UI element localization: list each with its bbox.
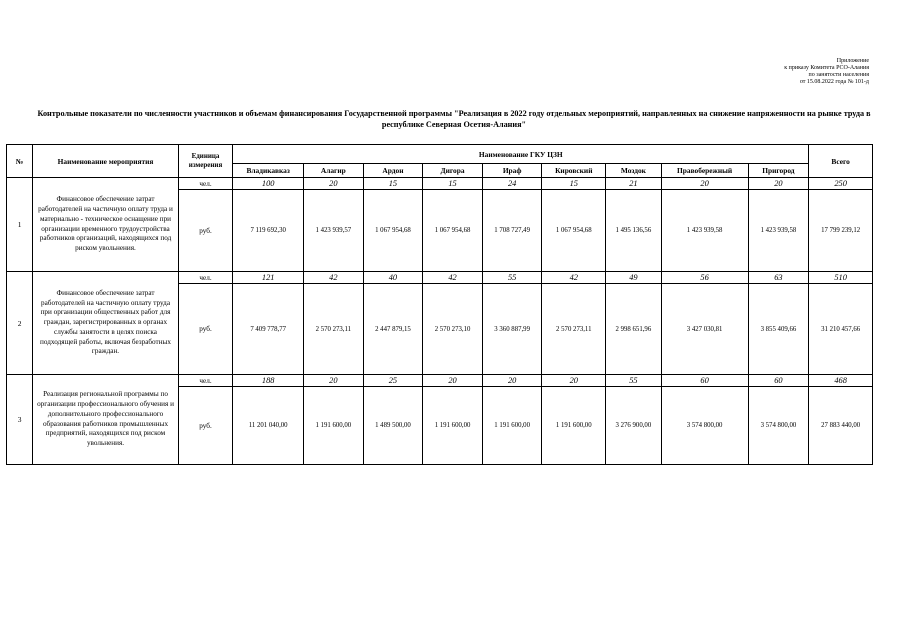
count-total-cell: 250 xyxy=(809,178,873,190)
row-number: 3 xyxy=(7,375,33,465)
count-cell: 20 xyxy=(423,375,483,387)
money-cell: 1 191 600,00 xyxy=(304,387,364,465)
header-num: № xyxy=(7,145,33,178)
header-city: Дигора xyxy=(423,164,483,178)
count-cell: 25 xyxy=(363,375,423,387)
money-cell: 1 708 727,49 xyxy=(482,190,542,272)
money-cell: 1 191 600,00 xyxy=(482,387,542,465)
count-total-cell: 510 xyxy=(809,272,873,284)
money-cell: 1 191 600,00 xyxy=(423,387,483,465)
appendix-line: по занятости населения xyxy=(808,72,869,78)
money-cell: 3 574 800,00 xyxy=(748,387,809,465)
count-cell: 20 xyxy=(661,178,748,190)
count-cell: 188 xyxy=(233,375,304,387)
appendix-block xyxy=(689,58,869,86)
count-total-cell: 468 xyxy=(809,375,873,387)
money-cell: 2 998 651,96 xyxy=(606,284,662,375)
document-title: Контрольные показатели по численности участников и объемам финансирования Государственной программы "Реализация в 2022 году отдельных мероприятий, направленных на снижение напряженности на рынке труда в республике Северная Осетия-Алания" xyxy=(37,109,871,129)
money-cell: 2 570 273,10 xyxy=(423,284,483,375)
money-cell: 7 409 778,77 xyxy=(233,284,304,375)
count-cell: 20 xyxy=(482,375,542,387)
count-cell: 40 xyxy=(363,272,423,284)
header-total: Всего xyxy=(809,145,873,178)
money-cell: 1 423 939,58 xyxy=(748,190,809,272)
count-cell: 15 xyxy=(423,178,483,190)
count-cell: 20 xyxy=(304,178,364,190)
money-total-cell: 31 210 457,66 xyxy=(809,284,873,375)
money-cell: 1 067 954,68 xyxy=(542,190,606,272)
count-cell: 20 xyxy=(542,375,606,387)
count-cell: 15 xyxy=(542,178,606,190)
table-row xyxy=(7,178,873,190)
header-city: Ираф xyxy=(482,164,542,178)
money-cell: 1 191 600,00 xyxy=(542,387,606,465)
money-cell: 3 855 409,66 xyxy=(748,284,809,375)
count-cell: 21 xyxy=(606,178,662,190)
unit-count: чел. xyxy=(178,375,233,387)
header-city: Ардон xyxy=(363,164,423,178)
count-cell: 55 xyxy=(482,272,542,284)
money-cell: 3 276 900,00 xyxy=(606,387,662,465)
header-city: Владикавказ xyxy=(233,164,304,178)
count-cell: 49 xyxy=(606,272,662,284)
money-cell: 2 570 273,11 xyxy=(542,284,606,375)
row-description: Финансовое обеспечение затрат работодателей на частичную оплату труда при организации общественных работ для граждан, зарегистрированных в органах службы занятости в целях поиска подходящей работы, включая безработных граждан. xyxy=(33,272,178,375)
header-city: Кировский xyxy=(542,164,606,178)
header-unit: Единица измерения xyxy=(178,145,233,178)
count-cell: 56 xyxy=(661,272,748,284)
row-number: 1 xyxy=(7,178,33,272)
count-cell: 24 xyxy=(482,178,542,190)
money-total-cell: 17 799 239,12 xyxy=(809,190,873,272)
money-cell: 7 119 692,30 xyxy=(233,190,304,272)
unit-count: чел. xyxy=(178,178,233,190)
table-row xyxy=(7,272,873,284)
count-cell: 60 xyxy=(748,375,809,387)
money-total-cell: 27 883 440,00 xyxy=(809,387,873,465)
count-cell: 42 xyxy=(423,272,483,284)
count-cell: 15 xyxy=(363,178,423,190)
unit-money: руб. xyxy=(178,190,233,272)
header-group: Наименование ГКУ ЦЗН xyxy=(233,145,809,164)
indicators-table xyxy=(6,144,873,465)
money-cell: 3 574 800,00 xyxy=(661,387,748,465)
money-cell: 1 423 939,57 xyxy=(304,190,364,272)
header-name: Наименование мероприятия xyxy=(33,145,178,178)
money-cell: 1 423 939,58 xyxy=(661,190,748,272)
count-cell: 20 xyxy=(748,178,809,190)
unit-count: чел. xyxy=(178,272,233,284)
count-cell: 42 xyxy=(304,272,364,284)
money-cell: 2 570 273,11 xyxy=(304,284,364,375)
row-description: Реализация региональной программы по организации профессионального обучения и дополнительного профессионального образования работников промышленных предприятий, находящихся под риском увольнения. xyxy=(33,375,178,465)
money-cell: 1 489 500,00 xyxy=(363,387,423,465)
money-cell: 1 067 954,68 xyxy=(363,190,423,272)
appendix-line: к приказу Комитета РСО-Алания xyxy=(784,65,869,71)
header-city: Моздок xyxy=(606,164,662,178)
unit-money: руб. xyxy=(178,284,233,375)
money-cell: 1 495 136,56 xyxy=(606,190,662,272)
count-cell: 121 xyxy=(233,272,304,284)
appendix-line: Приложение xyxy=(836,58,869,64)
money-cell: 3 427 030,81 xyxy=(661,284,748,375)
count-cell: 42 xyxy=(542,272,606,284)
table-row xyxy=(7,375,873,387)
count-cell: 100 xyxy=(233,178,304,190)
money-cell: 3 360 887,99 xyxy=(482,284,542,375)
header-city: Пригород xyxy=(748,164,809,178)
row-description: Финансовое обеспечение затрат работодателей на частичную оплату труда и материально - техническое оснащение при организации временного трудоустройства работников организаций, находящихся под риском увольнения. xyxy=(33,178,178,272)
count-cell: 55 xyxy=(606,375,662,387)
header-city: Правобережный xyxy=(661,164,748,178)
money-cell: 1 067 954,68 xyxy=(423,190,483,272)
header-city: Алагир xyxy=(304,164,364,178)
unit-money: руб. xyxy=(178,387,233,465)
money-cell: 11 201 040,00 xyxy=(233,387,304,465)
count-cell: 20 xyxy=(304,375,364,387)
appendix-line: от 15.08.2022 года № 101-д xyxy=(799,79,869,85)
count-cell: 60 xyxy=(661,375,748,387)
row-number: 2 xyxy=(7,272,33,375)
money-cell: 2 447 879,15 xyxy=(363,284,423,375)
count-cell: 63 xyxy=(748,272,809,284)
